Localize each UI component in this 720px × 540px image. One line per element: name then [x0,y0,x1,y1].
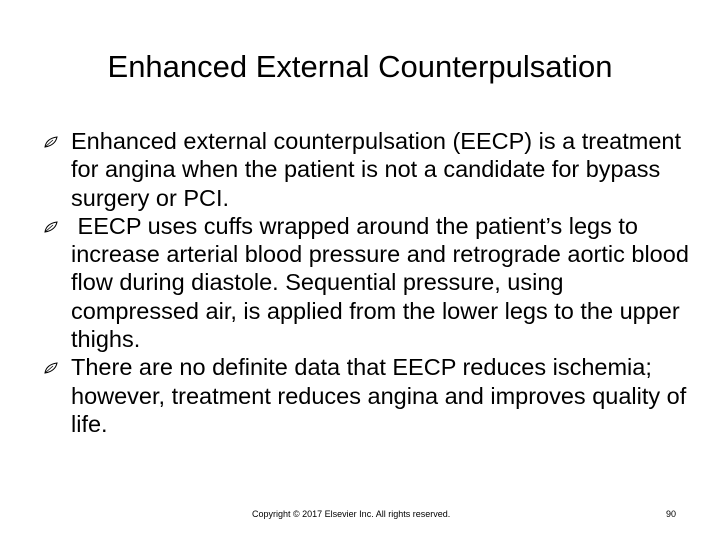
bullet-text: There are no definite data that EECP reduces ischemia; however, treatment reduces angina and improves quality of life. [71,354,687,437]
leaf-bullet-icon [44,136,58,148]
bullet-list [44,127,694,438]
bullet-text: Enhanced external counterpulsation (EECP) is a treatment for angina when the patient is not a candidate for bypass surgery or PCI. [71,128,682,211]
leaf-bullet-icon [44,362,58,374]
footer-copyright: Copyright © 2017 Elsevier Inc. All rights reserved. [252,509,451,519]
slide-number: 90 [665,509,676,519]
bullet-item [44,127,694,212]
bullet-item [44,212,694,353]
slide-title: Enhanced External Counterpulsation [107,49,613,84]
bullet-item [44,353,694,438]
leaf-bullet-icon [44,221,58,233]
bullet-text: EECP uses cuffs wrapped around the patient’s legs to increase arterial blood pressure and retrograde aortic blood flow during diastole. Sequential pressure, using compressed air, is applied from the lower legs to the upper thighs. [71,212,696,353]
